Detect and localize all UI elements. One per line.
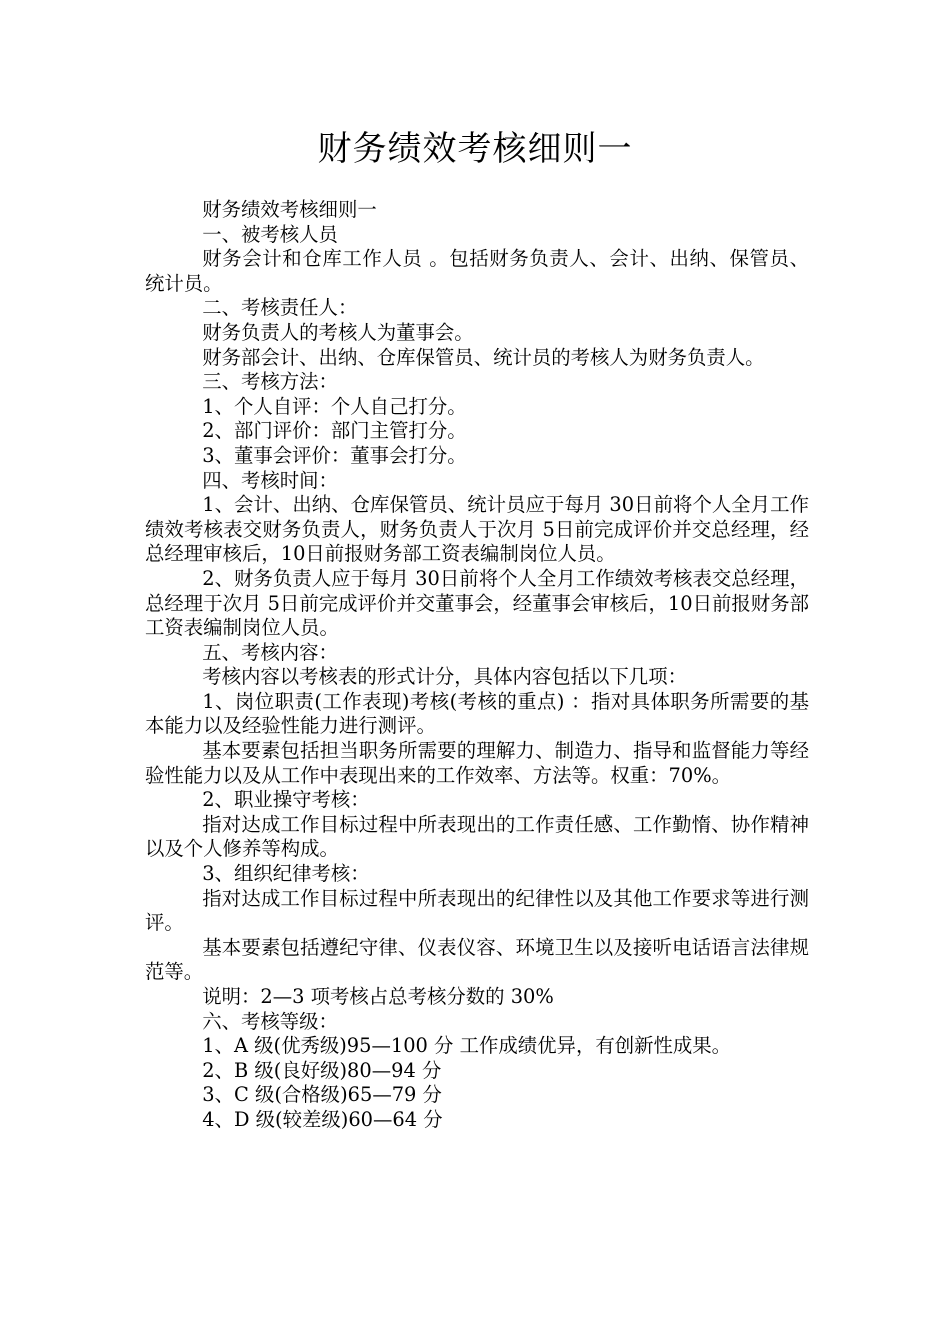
section-3-item-2: 2、部门评价：部门主管打分。 xyxy=(202,419,467,443)
section-2-text-2: 财务部会计、出纳、仓库保管员、统计员的考核人为财务负责人。 xyxy=(202,345,765,369)
section-5-item-3: 3、组织纪律考核： xyxy=(202,862,370,886)
section-5-item-1-detail: 基本要素包括担当职务所需要的理解力、制造力、指导和监督能力等经验性能力以及从工作中表现出来的工作效率、方法等。权重：70%。 xyxy=(145,739,809,787)
section-5-item-3-detail: 指对达成工作目标过程中所表现出的纪律性以及其他工作要求等进行测评。 xyxy=(145,886,809,935)
section-5-item-3-elements: 基本要素包括遵纪守律、仪表仪容、环境卫生以及接听电话语言法律规范等。 xyxy=(145,935,809,984)
section-5-intro: 考核内容以考核表的形式计分，具体内容包括以下几项： xyxy=(202,665,687,689)
section-5-item-1: 1、岗位职责(工作表现)考核(考核的重点) ：指对具体职务所需要的基本能力以及经验性能力进行测评。 xyxy=(145,689,809,738)
section-4-item-2: 2、财务负责人应于每月 30日前将个人全月工作绩效考核表交总经理，总经理于次月 5日前完成评价并交董事会，经董事会审核后，10日前报财务部工资表编制岗位人员。 xyxy=(145,566,809,640)
section-2-heading: 二、考核责任人： xyxy=(202,296,358,320)
grade-c: 3、C 级(合格级)65—79 分 xyxy=(202,1083,442,1107)
section-5-item-2: 2、职业操守考核： xyxy=(202,788,370,812)
grade-b: 2、B 级(良好级)80—94 分 xyxy=(202,1058,442,1082)
section-1-heading: 一、被考核人员 xyxy=(202,222,338,246)
document-title: 财务绩效考核细则一 xyxy=(317,129,633,169)
section-2-text-1: 财务负责人的考核人为董事会。 xyxy=(202,320,474,344)
section-5-heading: 五、考核内容： xyxy=(202,640,338,664)
section-3-item-3: 3、董事会评价：董事会打分。 xyxy=(202,443,467,467)
section-4-heading: 四、考核时间： xyxy=(202,468,338,492)
section-3-heading: 三、考核方法： xyxy=(202,370,338,394)
section-4-item-1: 1、会计、出纳、仓库保管员、统计员应于每月 30日前将个人全月工作绩效考核表交财务负责人，财务负责人于次月 5日前完成评价并交总经理，经总经理审核后，10日前报财务部工资表编制岗位人员。 xyxy=(145,493,809,566)
document-body xyxy=(145,198,809,1133)
grade-d: 4、D 级(较差级)60—64 分 xyxy=(202,1107,443,1131)
grade-a: 1、A 级(优秀级)95—100 分 工作成绩优异，有创新性成果。 xyxy=(202,1034,732,1058)
section-5-item-2-detail: 指对达成工作目标过程中所表现出的工作责任感、工作勤惰、协作精神以及个人修养等构成。 xyxy=(145,812,809,861)
section-5-note: 说明：2—3 项考核占总考核分数的 30% xyxy=(202,985,554,1008)
paragraph-heading-repeat: 财务绩效考核细则一 xyxy=(202,198,377,221)
section-1-text: 财务会计和仓库工作人员 。包括财务负责人、会计、出纳、保管员、统计员。 xyxy=(145,247,809,295)
section-3-item-1: 1、个人自评：个人自己打分。 xyxy=(202,394,467,418)
section-6-heading: 六、考核等级： xyxy=(202,1009,338,1033)
